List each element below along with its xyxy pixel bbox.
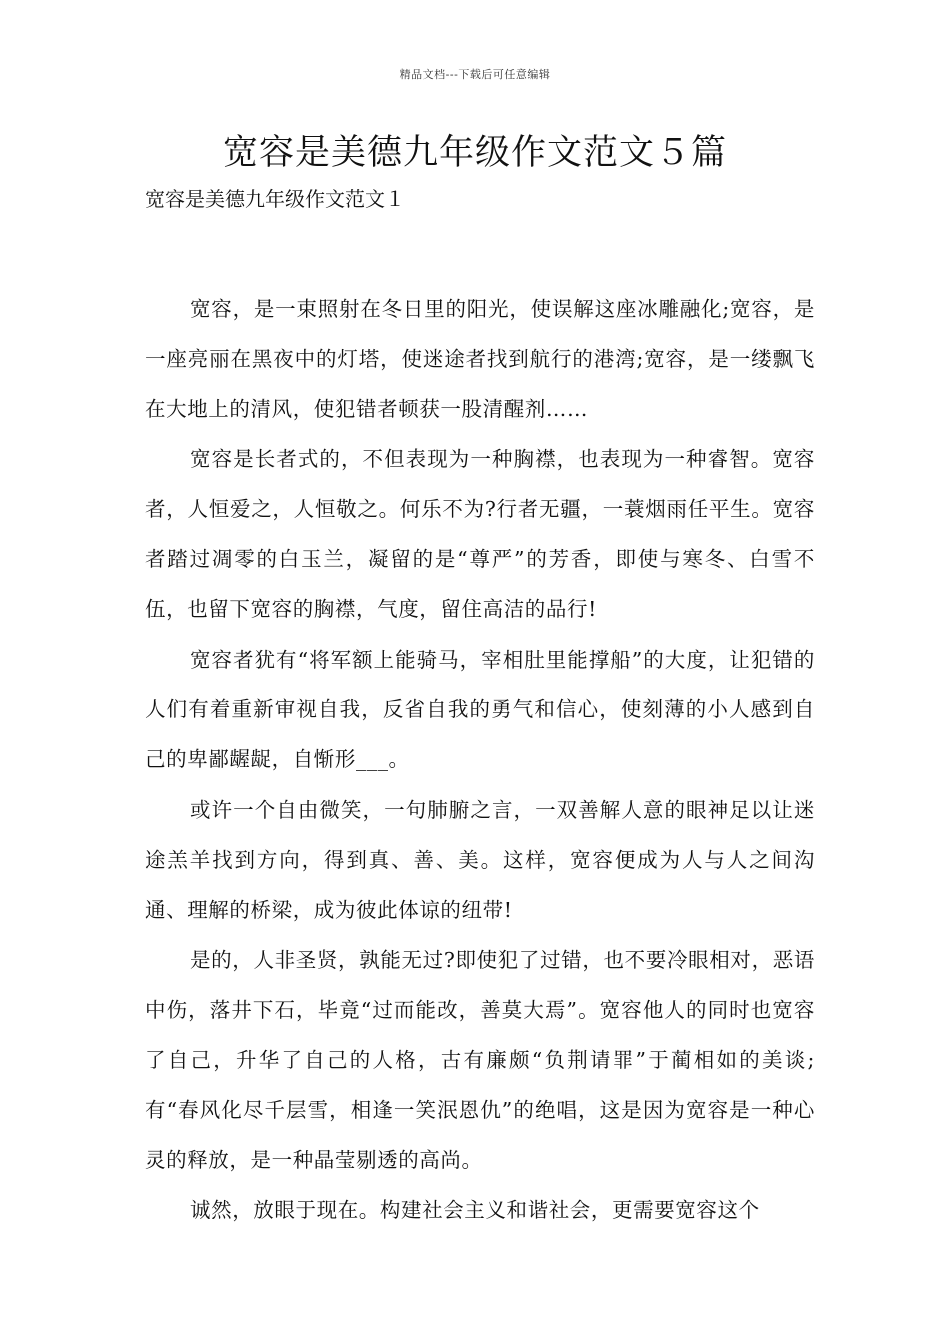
paragraph: 或许一个自由微笑，一句肺腑之言，一双善解人意的眼神足以让迷途羔羊找到方向，得到真、善、美。这样，宽容便成为人与人之间沟通、理解的桥梁，成为彼此体谅的纽带! xyxy=(145,797,815,922)
document-title: 宽容是美德九年级作文范文５篇 xyxy=(222,133,727,173)
paragraph: 宽容者犹有“将军额上能骑马，宰相肚里能撑船”的大度，让犯错的人们有着重新审视自我，反省自我的勇气和信心，使刻薄的小人感到自己的卑鄙龌龊，自惭形___。 xyxy=(145,647,815,772)
document-body xyxy=(145,285,815,1237)
header-note: 精品文档---下载后可任意编辑 xyxy=(399,68,551,81)
paragraph: 诚然，放眼于现在。构建社会主义和谐社会，更需要宽容这个 xyxy=(190,1198,760,1223)
paragraph: 宽容，是一束照射在冬日里的阳光，使误解这座冰雕融化;宽容，是一座亮丽在黑夜中的灯塔，使迷途者找到航行的港湾;宽容，是一缕飘飞在大地上的清风，使犯错者顿获一股清醒剂…… xyxy=(145,297,815,421)
paragraph: 是的，人非圣贤，孰能无过?即使犯了过错，也不要冷眼相对，恶语中伤，落井下石，毕竟“过而能改，善莫大焉”。宽容他人的同时也宽容了自己，升华了自己的人格，古有廉颇“负荆请罪”于蔺相如的美谈;有“春风化尽千层雪，相逢一笑泯恩仇”的绝唱，这是因为宽容是一种心灵的释放，是一种晶莹剔透的高尚。 xyxy=(145,948,815,1172)
paragraph: 宽容是长者式的，不但表现为一种胸襟，也表现为一种睿智。宽容者，人恒爱之，人恒敬之。何乐不为?行者无疆，一蓑烟雨任平生。宽容者踏过凋零的白玉兰，凝留的是“尊严”的芳香，即使与寒冬、白雪不伍，也留下宽容的胸襟，气度，留住高洁的品行! xyxy=(145,447,815,621)
document-subtitle: 宽容是美德九年级作文范文１ xyxy=(145,187,405,211)
